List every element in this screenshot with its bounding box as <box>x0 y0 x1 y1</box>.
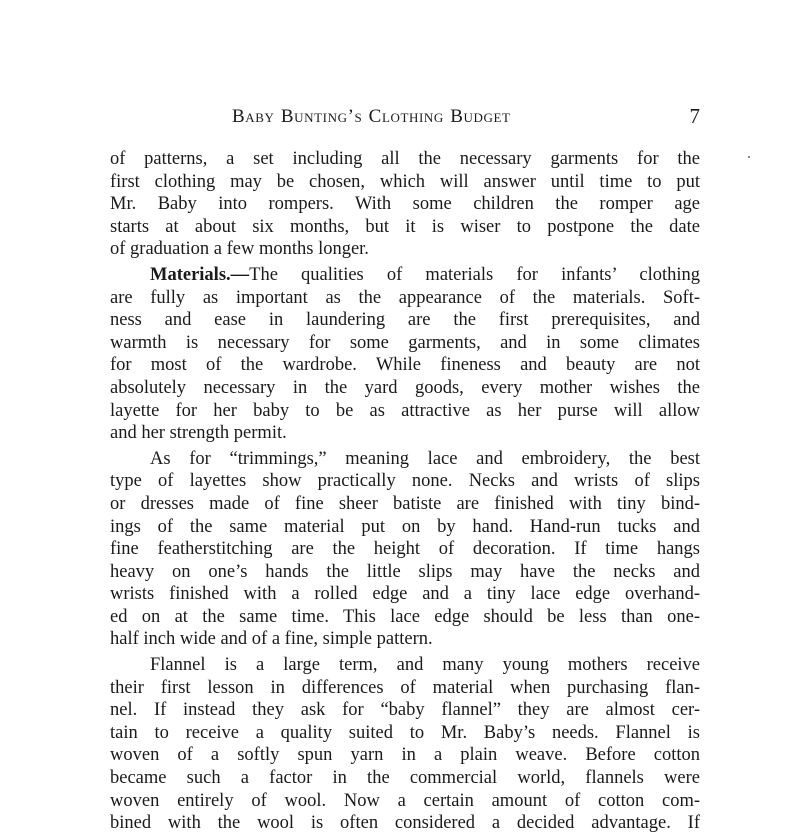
text-line: ness and ease in laundering are the first prerequisites, and <box>110 310 700 331</box>
text-line: of patterns, a set including all the necessary garments for the <box>110 149 700 169</box>
text-line: are fully as important as the appearance of the materials. Soft- <box>110 287 700 308</box>
text-line: heavy on one’s hands the little slips may have the necks and <box>110 561 700 582</box>
text-line: fine featherstitching are the height of decoration. If time hangs <box>110 539 700 560</box>
paragraph-1 <box>110 148 700 261</box>
scan-speck <box>748 156 750 158</box>
text-line: type of layettes show practically none. Necks and wrists of slips <box>110 471 700 492</box>
paragraph-materials <box>110 264 700 445</box>
text-line-rest: The qualities of materials for infants’ clothing <box>249 264 700 285</box>
text-line: woven entirely of wool. Now a certain amount of cotton com- <box>110 790 700 811</box>
text-line: first clothing may be chosen, which will answer until time to put <box>110 171 700 192</box>
text-line: ings of the same material put on by hand. Hand-run tucks and <box>110 516 700 537</box>
paragraph-trimmings <box>110 448 700 651</box>
text-line: ed on at the same time. This lace edge should be less than one- <box>110 606 700 627</box>
text-line: As for “trimmings,” meaning lace and embroidery, the best <box>150 448 700 469</box>
running-title: Baby Bunting’s Clothing Budget <box>232 106 511 127</box>
running-head <box>110 106 700 130</box>
text-line: warmth is necessary for some garments, and in some climates <box>110 332 700 353</box>
text-line: woven of a softly spun yarn in a plain weave. Before cotton <box>110 745 700 766</box>
text-line: starts at about six months, but it is wiser to postpone the date <box>110 216 700 237</box>
text-line: their first lesson in differences of material when purchasing flan- <box>110 677 700 698</box>
text-line <box>110 264 700 287</box>
text-line: tain to receive a quality suited to Mr. Baby’s needs. Flannel is <box>110 722 700 743</box>
text-line: Flannel is a large term, and many young mothers receive <box>150 655 700 676</box>
text-line: half inch wide and of a fine, simple pattern. <box>110 629 433 650</box>
text-line: of graduation a few months longer. <box>110 239 369 260</box>
text-line: absolutely necessary in the yard goods, every mother wishes the <box>110 377 700 398</box>
text-line: wrists finished with a rolled edge and a tiny lace edge overhand- <box>110 584 700 605</box>
text-line: or dresses made of fine sheer batiste are finished with tiny bind- <box>110 493 700 514</box>
page-number: 7 <box>689 104 700 128</box>
side-head-materials: Materials.— <box>150 264 250 285</box>
text-line: layette for her baby to be as attractive as her purse will allow <box>110 400 700 421</box>
text-line: became such a factor in the commercial world, flannels were <box>110 768 700 789</box>
text-line: nel. If instead they ask for “baby flannel” they are almost cer- <box>110 700 700 721</box>
text-line: bined with the wool is often considered a decided advantage. If <box>110 813 700 834</box>
text-line: and her strength permit. <box>110 423 287 444</box>
text-line: Mr. Baby into rompers. With some children the romper age <box>110 194 700 215</box>
text-line: for most of the wardrobe. While fineness and beauty are not <box>110 355 700 376</box>
paragraph-flannel <box>110 654 700 835</box>
body-text <box>110 148 700 835</box>
